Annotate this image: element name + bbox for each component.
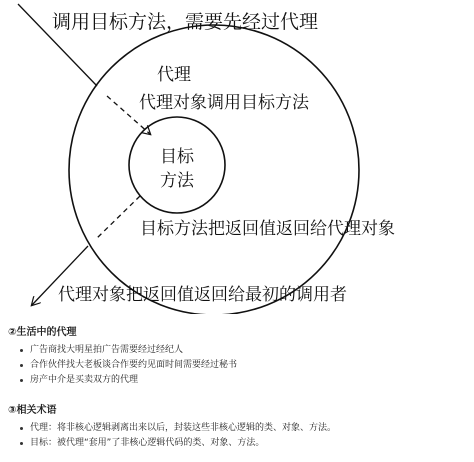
list-item: 广告商找大明星拍广告需要经过经纪人	[30, 343, 237, 358]
section-title-life-proxy: ②生活中的代理	[8, 327, 77, 338]
proxy-outer-circle	[69, 25, 359, 314]
caller-return-label: 代理对象把返回值返回给最初的调用者	[58, 285, 347, 305]
list-item: 房产中介是买卖双方的代理	[30, 373, 237, 388]
list-item: 代理：将非核心逻辑剥离出来以后，封装这些非核心逻辑的类、对象、方法。	[30, 421, 336, 436]
terms-list	[18, 421, 336, 451]
list-item: 目标：被代理“套用”了非核心逻辑代码的类、对象、方法。	[30, 436, 336, 451]
proxy-call-label: 代理对象调用目标方法	[139, 93, 309, 113]
life-proxy-list	[18, 343, 237, 388]
top-call-label: 调用目标方法，需要先经过代理	[52, 11, 319, 33]
target-label-line1: 目标	[160, 147, 194, 167]
target-label-line2: 方法	[160, 171, 194, 191]
list-item: 合作伙伴找大老板谈合作要约见面时间需要经过秘书	[30, 358, 237, 373]
target-return-label: 目标方法把返回值返回给代理对象	[140, 219, 395, 239]
proxy-label: 代理	[157, 65, 191, 85]
section-title-terms: ③相关术语	[8, 405, 57, 416]
target-return-dashed-line	[95, 196, 140, 240]
